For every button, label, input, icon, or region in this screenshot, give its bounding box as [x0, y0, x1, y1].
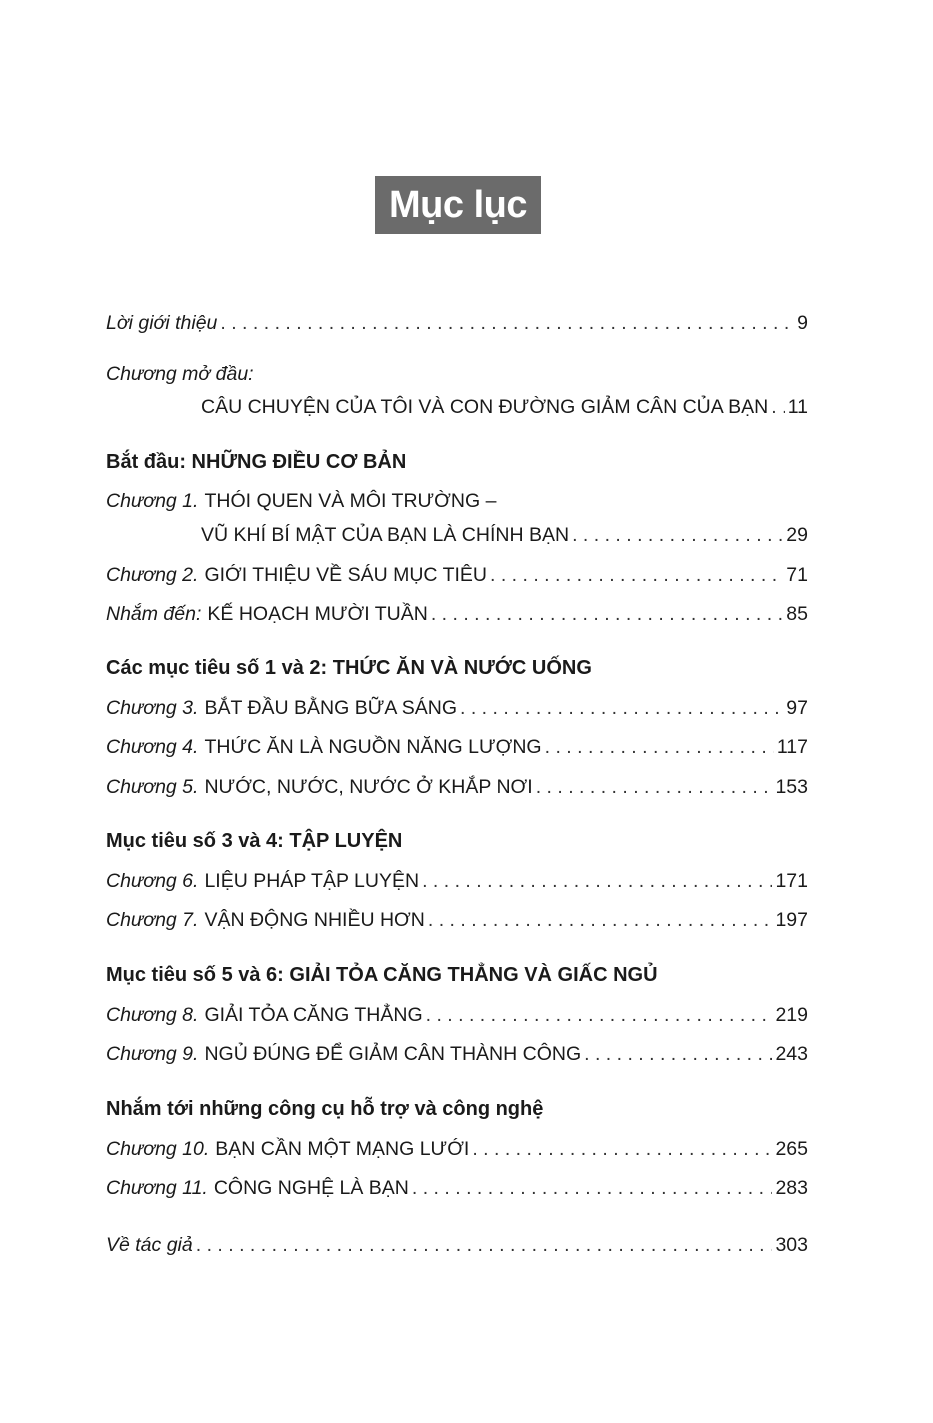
- toc-entry-aim[interactable]: [106, 603, 808, 626]
- page-number: 97: [786, 697, 808, 719]
- entry-label: Lời giới thiệu: [106, 312, 218, 334]
- page-number: 85: [786, 603, 808, 625]
- entry-text: BẮT ĐẦU BẰNG BỮA SÁNG: [204, 697, 457, 719]
- toc-title-box: [375, 176, 541, 234]
- entry-text: NƯỚC, NƯỚC, NƯỚC Ở KHẮP NƠI: [204, 776, 533, 798]
- toc-entry-ch1-line2[interactable]: [201, 524, 808, 547]
- entry-label: Chương 1.: [106, 490, 199, 512]
- entry-label: Nhắm đến:: [106, 603, 202, 625]
- page-number: 283: [775, 1177, 808, 1199]
- dot-leader: [584, 1043, 772, 1066]
- entry-text: CÂU CHUYỆN CỦA TÔI VÀ CON ĐƯỜNG GIẢM CÂN CỦA BẠN: [201, 396, 769, 418]
- entry-label: Chương 6.: [106, 870, 199, 892]
- entry-text: VẬN ĐỘNG NHIỀU HƠN: [204, 909, 425, 931]
- dot-leader: [422, 870, 772, 893]
- page-number: 243: [775, 1043, 808, 1065]
- entry-text: KẾ HOẠCH MƯỜI TUẦN: [207, 603, 428, 625]
- toc-entry-ch11[interactable]: [106, 1177, 808, 1200]
- page-number: 153: [775, 776, 808, 798]
- entry-text: LIỆU PHÁP TẬP LUYỆN: [204, 870, 420, 892]
- dot-leader: [196, 1234, 773, 1257]
- page-number: 219: [775, 1004, 808, 1026]
- page-number: 29: [786, 524, 808, 546]
- toc-entry-ch4[interactable]: [106, 736, 808, 759]
- dot-leader: [460, 697, 783, 720]
- page-number: 11: [787, 396, 808, 418]
- page-number: 265: [775, 1138, 808, 1160]
- dot-leader: [771, 396, 785, 419]
- section-heading-2: Các mục tiêu số 1 và 2: THỨC ĂN VÀ NƯỚC UỐNG: [106, 657, 592, 679]
- page-number: 9: [797, 312, 808, 334]
- entry-text: THỨC ĂN LÀ NGUỒN NĂNG LƯỢNG: [204, 736, 542, 758]
- toc-entry-ch7[interactable]: [106, 909, 808, 932]
- toc-entry-ch6[interactable]: [106, 870, 808, 893]
- toc-entry-ch10[interactable]: [106, 1138, 808, 1161]
- entry-text: VŨ KHÍ BÍ MẬT CỦA BẠN LÀ CHÍNH BẠN: [201, 524, 570, 546]
- toc-entry-prologue-label: [106, 363, 808, 386]
- toc-entry-ch8[interactable]: [106, 1004, 808, 1027]
- entry-label: Chương 8.: [106, 1004, 199, 1026]
- entry-label: Về tác giả: [106, 1234, 193, 1256]
- page-number: 71: [786, 564, 808, 586]
- page-number: 171: [775, 870, 808, 892]
- page-number: 303: [775, 1234, 808, 1256]
- entry-label: Chương 9.: [106, 1043, 199, 1065]
- toc-entry-ch5[interactable]: [106, 776, 808, 799]
- dot-leader: [572, 524, 783, 547]
- page-number: 197: [775, 909, 808, 931]
- entry-text: THÓI QUEN VÀ MÔI TRƯỜNG –: [204, 490, 497, 512]
- page-number: 117: [776, 736, 808, 758]
- dot-leader: [536, 776, 773, 799]
- dot-leader: [431, 603, 783, 626]
- toc-entry-ch3[interactable]: [106, 697, 808, 720]
- toc-entry-author[interactable]: [106, 1234, 808, 1257]
- entry-label: Chương 3.: [106, 697, 199, 719]
- toc-entry-ch9[interactable]: [106, 1043, 808, 1066]
- entry-label: Chương 2.: [106, 564, 199, 586]
- entry-text: GIỚI THIỆU VỀ SÁU MỤC TIÊU: [204, 564, 487, 586]
- section-heading-5: Nhắm tới những công cụ hỗ trợ và công nghệ: [106, 1098, 544, 1120]
- entry-label: Chương mở đầu:: [106, 363, 254, 385]
- dot-leader: [545, 736, 774, 759]
- toc-entry-ch2[interactable]: [106, 564, 808, 587]
- entry-label: Chương 4.: [106, 736, 199, 758]
- toc-entry-prologue[interactable]: [201, 396, 808, 419]
- toc-entry-intro[interactable]: [106, 312, 808, 335]
- entry-label: Chương 10.: [106, 1138, 210, 1160]
- section-heading-1: Bắt đầu: NHỮNG ĐIỀU CƠ BẢN: [106, 451, 407, 473]
- entry-text: BẠN CẦN MỘT MẠNG LƯỚI: [215, 1138, 470, 1160]
- section-heading-4: Mục tiêu số 5 và 6: GIẢI TỎA CĂNG THẲNG VÀ GIẤC NGỦ: [106, 964, 658, 986]
- dot-leader: [412, 1177, 773, 1200]
- dot-leader: [490, 564, 783, 587]
- toc-title: Mục lục: [389, 183, 527, 226]
- dot-leader: [472, 1138, 772, 1161]
- entry-label: Chương 7.: [106, 909, 199, 931]
- entry-text: GIẢI TỎA CĂNG THẲNG: [204, 1004, 423, 1026]
- entry-text: NGỦ ĐÚNG ĐỂ GIẢM CÂN THÀNH CÔNG: [204, 1043, 582, 1065]
- dot-leader: [428, 909, 773, 932]
- dot-leader: [426, 1004, 773, 1027]
- entry-label: Chương 5.: [106, 776, 199, 798]
- entry-text: CÔNG NGHỆ LÀ BẠN: [213, 1177, 409, 1199]
- toc-entry-ch1-line1[interactable]: [106, 490, 808, 513]
- dot-leader: [220, 312, 794, 335]
- section-heading-3: Mục tiêu số 3 và 4: TẬP LUYỆN: [106, 830, 403, 852]
- entry-label: Chương 11.: [106, 1177, 208, 1199]
